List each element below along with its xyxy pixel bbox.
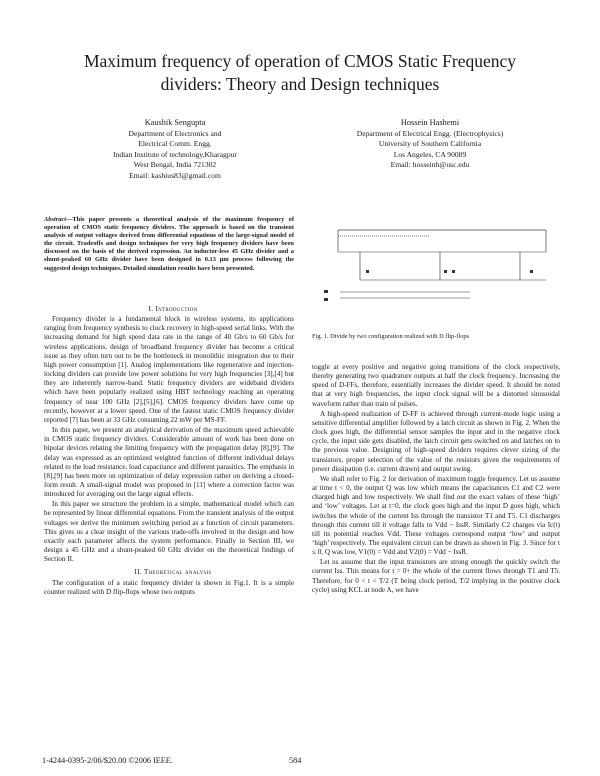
- abstract-text: This paper presents a theoretical analysis of the maximum frequency of operation of CMOS static frequency dividers. The approach is based on the transient analysis of output voltages derived from differential equations of the large-signal model of the circuit. Tradeoffs and design techniques for very high frequency dividers have been discussed on the basis of the derived expression. An inductor-less 45 GHz divider and a shunt-peaked 60 GHz divider have been designed in 0.13 μm process following the suggested design techniques. Detailed simulation results have been presented.: [44, 216, 294, 272]
- author-email: Email: kashius83@gmail.com: [129, 170, 221, 180]
- figure-1-caption: Fig. 1. Divide by two configuration realized with D flip-flops: [312, 333, 470, 340]
- right-paragraph-3: We shall refer to Fig. 2 for derivation of maximum toggle frequency. Let us assume at time t < 0, the output Q was low which means the capacitances C1 and C2 were charged high and low respectively. We shall find out the exact values of these ‘high’ and ‘low’ voltages. Let at t=0, the clock goes high and the input D goes high, which switches the whole of the current Iss through the transistor T1 and T5. C1 discharges through this current till it voltage falls to Vdd − IssR. Similarly C2 charges via Ic(t) till its potential reaches Vdd. These voltages correspond output ‘low’ and output ‘high’ respectively. The equivalent circuit can be drawn as shown in Fig. 3. Since for t ≤ 0, Q was low, V1(0) = Vdd and V2(0) = Vdd − IssR.: [312, 474, 560, 557]
- intro-paragraph-1: Frequency divider is a fundamental block in wireless systems, its applications ranging from frequency synthesis to clock recovery in high-speed serial links. With the increasing demand for high speed data rate in the range of 40 Gb/s to 60 Gb/s for wireless applications, design of broadband frequency divider has become a critical issue as they often turn out to be the bottleneck in monolithic integration due to their high power consumption [1]. Analog implementations like regenerative and injection-locking dividers can provide low power solutions for very high frequencies [3],[4] but they are inherently narrow-band. Static frequency dividers are wideband dividers which have been popularly realized using HBT technology reaching an operating frequency of near 100 GHz [2],[5],[6]. CMOS frequency dividers have come up recently, however at a lower speed. One of the fastest static CMOS frequency divider reported [7] has been at 33 GHz consuming 22 mW per MS-FF.: [44, 315, 294, 424]
- author-affiliation-line: Department of Electrical Engg. (Electrophysics): [356, 128, 504, 138]
- author-affiliation-line: Electrical Comm. Engg.: [138, 139, 212, 149]
- right-column: [312, 363, 560, 595]
- intro-paragraph-3: In this paper we structure the problem in a simple, mathematical model which can be represented by linear differential equations. From the transient analysis of the output voltages we derive the minimum switching period as a function of circuit parameters. This gives us a clear insight of the various trade-offs involved in the design and how exactly each parameter affects the system performance. Finally in Section III, we design a 45 GHz and a shunt-peaked 60 GHz divider on the theoretical findings of Section II.: [44, 500, 294, 564]
- author-affiliation-line: Indian Institute of technology,Kharagpur: [113, 149, 237, 159]
- paper-title: [40, 50, 560, 96]
- author-name: Kaushik Sengupta: [144, 118, 206, 127]
- right-paragraph-1: toggle at every positive and negative going transitions of the clock respectively, thereby generating two quadrature outputs at half the clock frequency. Increasing the speed of D-FFs, therefore, essentially increases the divider speed. It should be noted that at very high frequencies, the input clock signal will be a distorted sinusoidal waveform rather than train of pulses.: [312, 363, 560, 408]
- title-line-1: Maximum frequency of operation of CMOS Static Frequency: [83, 51, 517, 71]
- intro-paragraph-2: In this paper, we present an analytical derivation of the maximum speed achievable in CMOS static frequency dividers. Considerable amount of work has been done on bipolar devices relating the limiting frequency with the propagation delay [8],[9]. The delay was expressed as an optimized weighted function of different individual delays related to the load resistance, load capacitance and different parasitics. The emphasis in [8],[9] has been more on optimization of delay expression rather on deriving a closed-form result. A small-signal model was proposed in [11] where a correction factor was introduced for averaging out the large signal effects.: [44, 426, 294, 499]
- figure-1-schematic: [320, 222, 564, 314]
- author-name: Hossein Hashemi: [400, 118, 460, 127]
- right-paragraph-2: A high-speed realization of D-FF is achieved through current-mode logic using a sensitive differential amplifier followed by a latch circuit as shown in Fig. 2. When the clock goes high, the differential sensor samples the input and in the negative clock cycle, the input side gets disabled, the latch circuit gets switched on and latches on to the previous value. Designing of high-speed dividers requires clever sizing of the transistors, proper selection of the value of the resistors given the requirements of power dissipation (i.e. current drawn) and output swing.: [312, 409, 561, 473]
- author-affiliation-line: Los Angeles, CA 90089: [393, 149, 467, 159]
- author-affiliation-line: University of Southern California: [378, 139, 482, 149]
- author-block-1: [50, 118, 300, 182]
- author-affiliation-line: West Bengal, India 721302: [133, 160, 217, 170]
- author-affiliation-line: Department of Electronics and: [128, 128, 222, 138]
- theory-paragraph: The configuration of a static frequency divider is shown in Fig.1. It is a simple counter realized with D flip-flops whose two outputs: [44, 578, 294, 596]
- author-block-2: [305, 118, 555, 171]
- page-number: 584: [289, 756, 302, 765]
- right-paragraph-4: Let us assume that the input transistors are strong enough the quickly switch the current Iss. This means for t = 0+ the whole of the current flows through T1 and T5. Therefore, for 0 < t < T/2 (T being clock period, T/2 implying in the positive clock cycle) using KCL at node A, we have: [312, 558, 560, 594]
- title-line-2: dividers: Theory and Design techniques: [160, 74, 440, 94]
- footer-copyright: 1-4244-0395-2/06/$20.00 ©2006 IEEE.: [42, 756, 173, 765]
- author-email: Email: hosseinh@usc.edu: [390, 160, 470, 170]
- section-heading-introduction: I. Introduction: [148, 305, 198, 313]
- abstract: [44, 216, 294, 273]
- left-column: [44, 305, 294, 597]
- section-heading-theory: II. Theoretical analysis: [134, 568, 212, 577]
- abstract-lead: Abstract—: [44, 216, 73, 223]
